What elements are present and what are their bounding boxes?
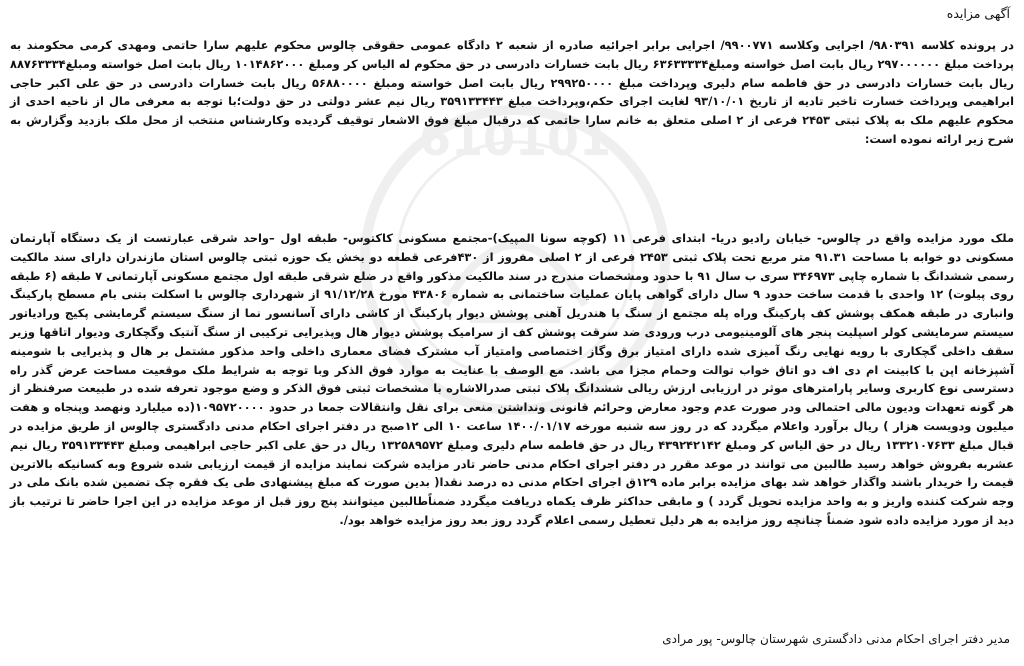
notice-title: آگهی مزایده [946,6,1010,21]
watermark-digits: 610101 [418,112,612,166]
property-description-paragraph: ملک مورد مزایده واقع در چالوس- خیابان رادیو دریا- ابتدای فرعی ۱۱ (کوچه سونا المپیک)-مجتمع مسکونی کاکتوس- طبقه اول –واحد شرقی عبارتست از یک دستگاه آپارتمان مسکونی دو خوابه با مساحت ۹۱.۳۱ متر مربع تحت پلاک ثبتی ۲۴۵۳ فرعی از ۲ اصلی مفروز از ۴۳۰فرعی قطعه دو بخش یک حوزه ثبتی چالوس استان مازندران دارای سند مالکیت رسمی ششدانگ با شماره چاپی ۳۴۶۹۷۳ سری ب سال ۹۱ با حدود ومشخصات مندرج در سند مالکیت مذکور واقع در ضلع شرقی طبقه اول مجتمع مسکونی آپارتمانی ۷ طبقه (۶ طبقه روی پیلوت) ۱۲ واحدی با قدمت ساخت حدود ۹ سال دارای گواهی پایان عملیات ساختمانی به شماره ۴۳۸۰۶ مورخ ۹۱/۱۲/۲۸ از شهرداری چالوس با اسکلت بتنی بام مسطح پارکینگ وانباری در طبقه همکف پوشش کف پارکینگ وراه پله مجتمع از سنگ با هندریل آهنی پوشش دیوار پارکینگ از کاشی دارای آسانسور نما از سنگ سیستم گرمایشی پکیج ورادیاتور سیستم سرمایشی کولر اسپلیت پنجر های آلومینیومی درب ورودی ضد سرقت پوشش کف از سرامیک پوشش دیوار هال وپذیرایی ترکیبی از سنگ آنتیک وگچکاری ودیوار اتاقها وزیر سقف داخلی گچکاری با رویه نهایی رنگ آمیزی شده دارای امتیاز برق وگاز اختصاصی وامتیاز آب مشترک فضای معماری داخلی واحد مذکور مشتمل بر هال و پذیرایی با شومینه آشپزخانه اپن با کابینت ام دی اف دو اتاق خواب توالت وحمام مجزا می باشد. مع الوصف با عنایت به موارد فوق الذکر وبا توجه به شرایط ملک موقعیت مساحت عرض گذر راه دسترسی نوع کاربری وسایر پارامترهای موثر در ارزیابی ارزش ریالی ششدانگ پلاک ثبتی صدرالاشاره با مشخصات ثبتی فوق الذکر و وضع موجود تعرفه شده در طبیعت صرفنظر از هر گونه تعهدات ودیون مالی احتمالی ودر صورت عدم وجود معارض وحرائم قانونی ونداشتن منعی برای نقل وانتقالات جمعا در حدود ۱۰۹۵۷۲۰۰۰۰(ده میلیارد ونهصد وپنجاه و هفت میلیون ودویست هزار ) ریال برآورد واعلام میگردد که در روز سه شنبه مورخه ۱۴۰۰/۰۱/۱۷ ساعت ۱۰ الی ۱۲صبح در دفتر اجرای احکام مدنی دادگستری چالوس از طریق مزایده در قبال مبلغ ۱۳۳۲۱۰۷۶۳۳ ریال در حق الیاس کر ومبلغ ۴۳۹۲۴۲۱۴۲ ریال در حق فاطمه سام دلیری ومبلغ ۱۳۲۵۸۹۵۷۲ ریال در حق علی اکبر حاجی ابراهیمی ومبلغ ۳۵۹۱۳۳۴۴۳ ریال نیم عشربه بفروش خواهد رسید طالبین می توانند در موعد مقرر در دفتر اجرای احکام مدنی حاضر تادر مزایده شرکت نمایند مزایده از قیمت ارزیابی شده شروع وبه کسانیکه بالاترین قیمت را خریدار باشند واگذار خواهد شد بهای مزایده برابر ماده ۱۲۹ق اجرای احکام مدنی ده درصد نقدا( بدین صورت که مبلغ پیشنهادی طی یک فقره چک تضمین شده بانک ملی در وجه شرکت کننده واریز و به واحد مزایده تحویل گردد ) و مابقی حداکثر ظرف یکماه دریافت میگردد ضمناًطالبین میتوانند پنج روز قبل از موعد مزایده در این اجرا حاضر تا ترتیب باز دید از مورد مزایده داده شود ضمناً چنانچه روز مزایده به هر دلیل تعطیل رسمی اعلام گردد روز بعد روز مزایده خواهد بود/. [10,231,1015,527]
case-details-paragraph: در پرونده کلاسه ۹۸۰۳۹۱/ اجرایی وکلاسه ۹۹۰۰۷۷۱/ اجرایی برابر اجرائیه صادره از شعبه ۲ دادگاه عمومی حقوقی چالوس محکوم علیهم سارا حاتمی ومهدی کرمی محکومند به پرداخت مبلغ ۲۹۷۰۰۰۰۰۰ ریال بابت اصل خواسته ومبلغ۶۳۶۳۳۳۳۴ ریال بابت خسارات دادرسی در حق محکوم له الیاس کر ومبلغ ۱۰۱۴۸۶۲۰۰۰ ریال بابت اصل خواسته ومبلغ۸۸۷۶۳۳۳۴ ریال بابت خسارات دادرسی در حق فاطمه سام دلیری وپرداخت مبلغ ۲۹۹۲۵۰۰۰۰ ریال بابت اصل خواسته ومبلغ ۵۶۸۸۰۰۰۰ ریال بابت خسارات دادرسی در حق علی اکبر حاجی ابراهیمی وپرداخت خسارت تاخیر تادیه از تاریخ ۹۳/۱۰/۰۱ لغایت اجرای حکم،وپرداخت مبلغ ۳۵۹۱۳۳۴۴۳ ریال نیم عشر دولتی در حق دولت؛با توجه به معرفی مال از ناحیه احدی از محکوم علیهم ملک به پلاک ثبتی ۲۴۵۳ فرعی از ۲ اصلی متعلق به خانم سارا حاتمی که درقبال مبلغ فوق الاشعار توقیف گردیده وکارشناس منتخب از محل ملک بازدید وگزارش به شرح زیر ارائه نموده است: [10,38,1014,146]
signature-footer: مدیر دفتر اجرای احکام مدنی دادگستری شهرستان چالوس- پور مرادی [662,632,1010,646]
